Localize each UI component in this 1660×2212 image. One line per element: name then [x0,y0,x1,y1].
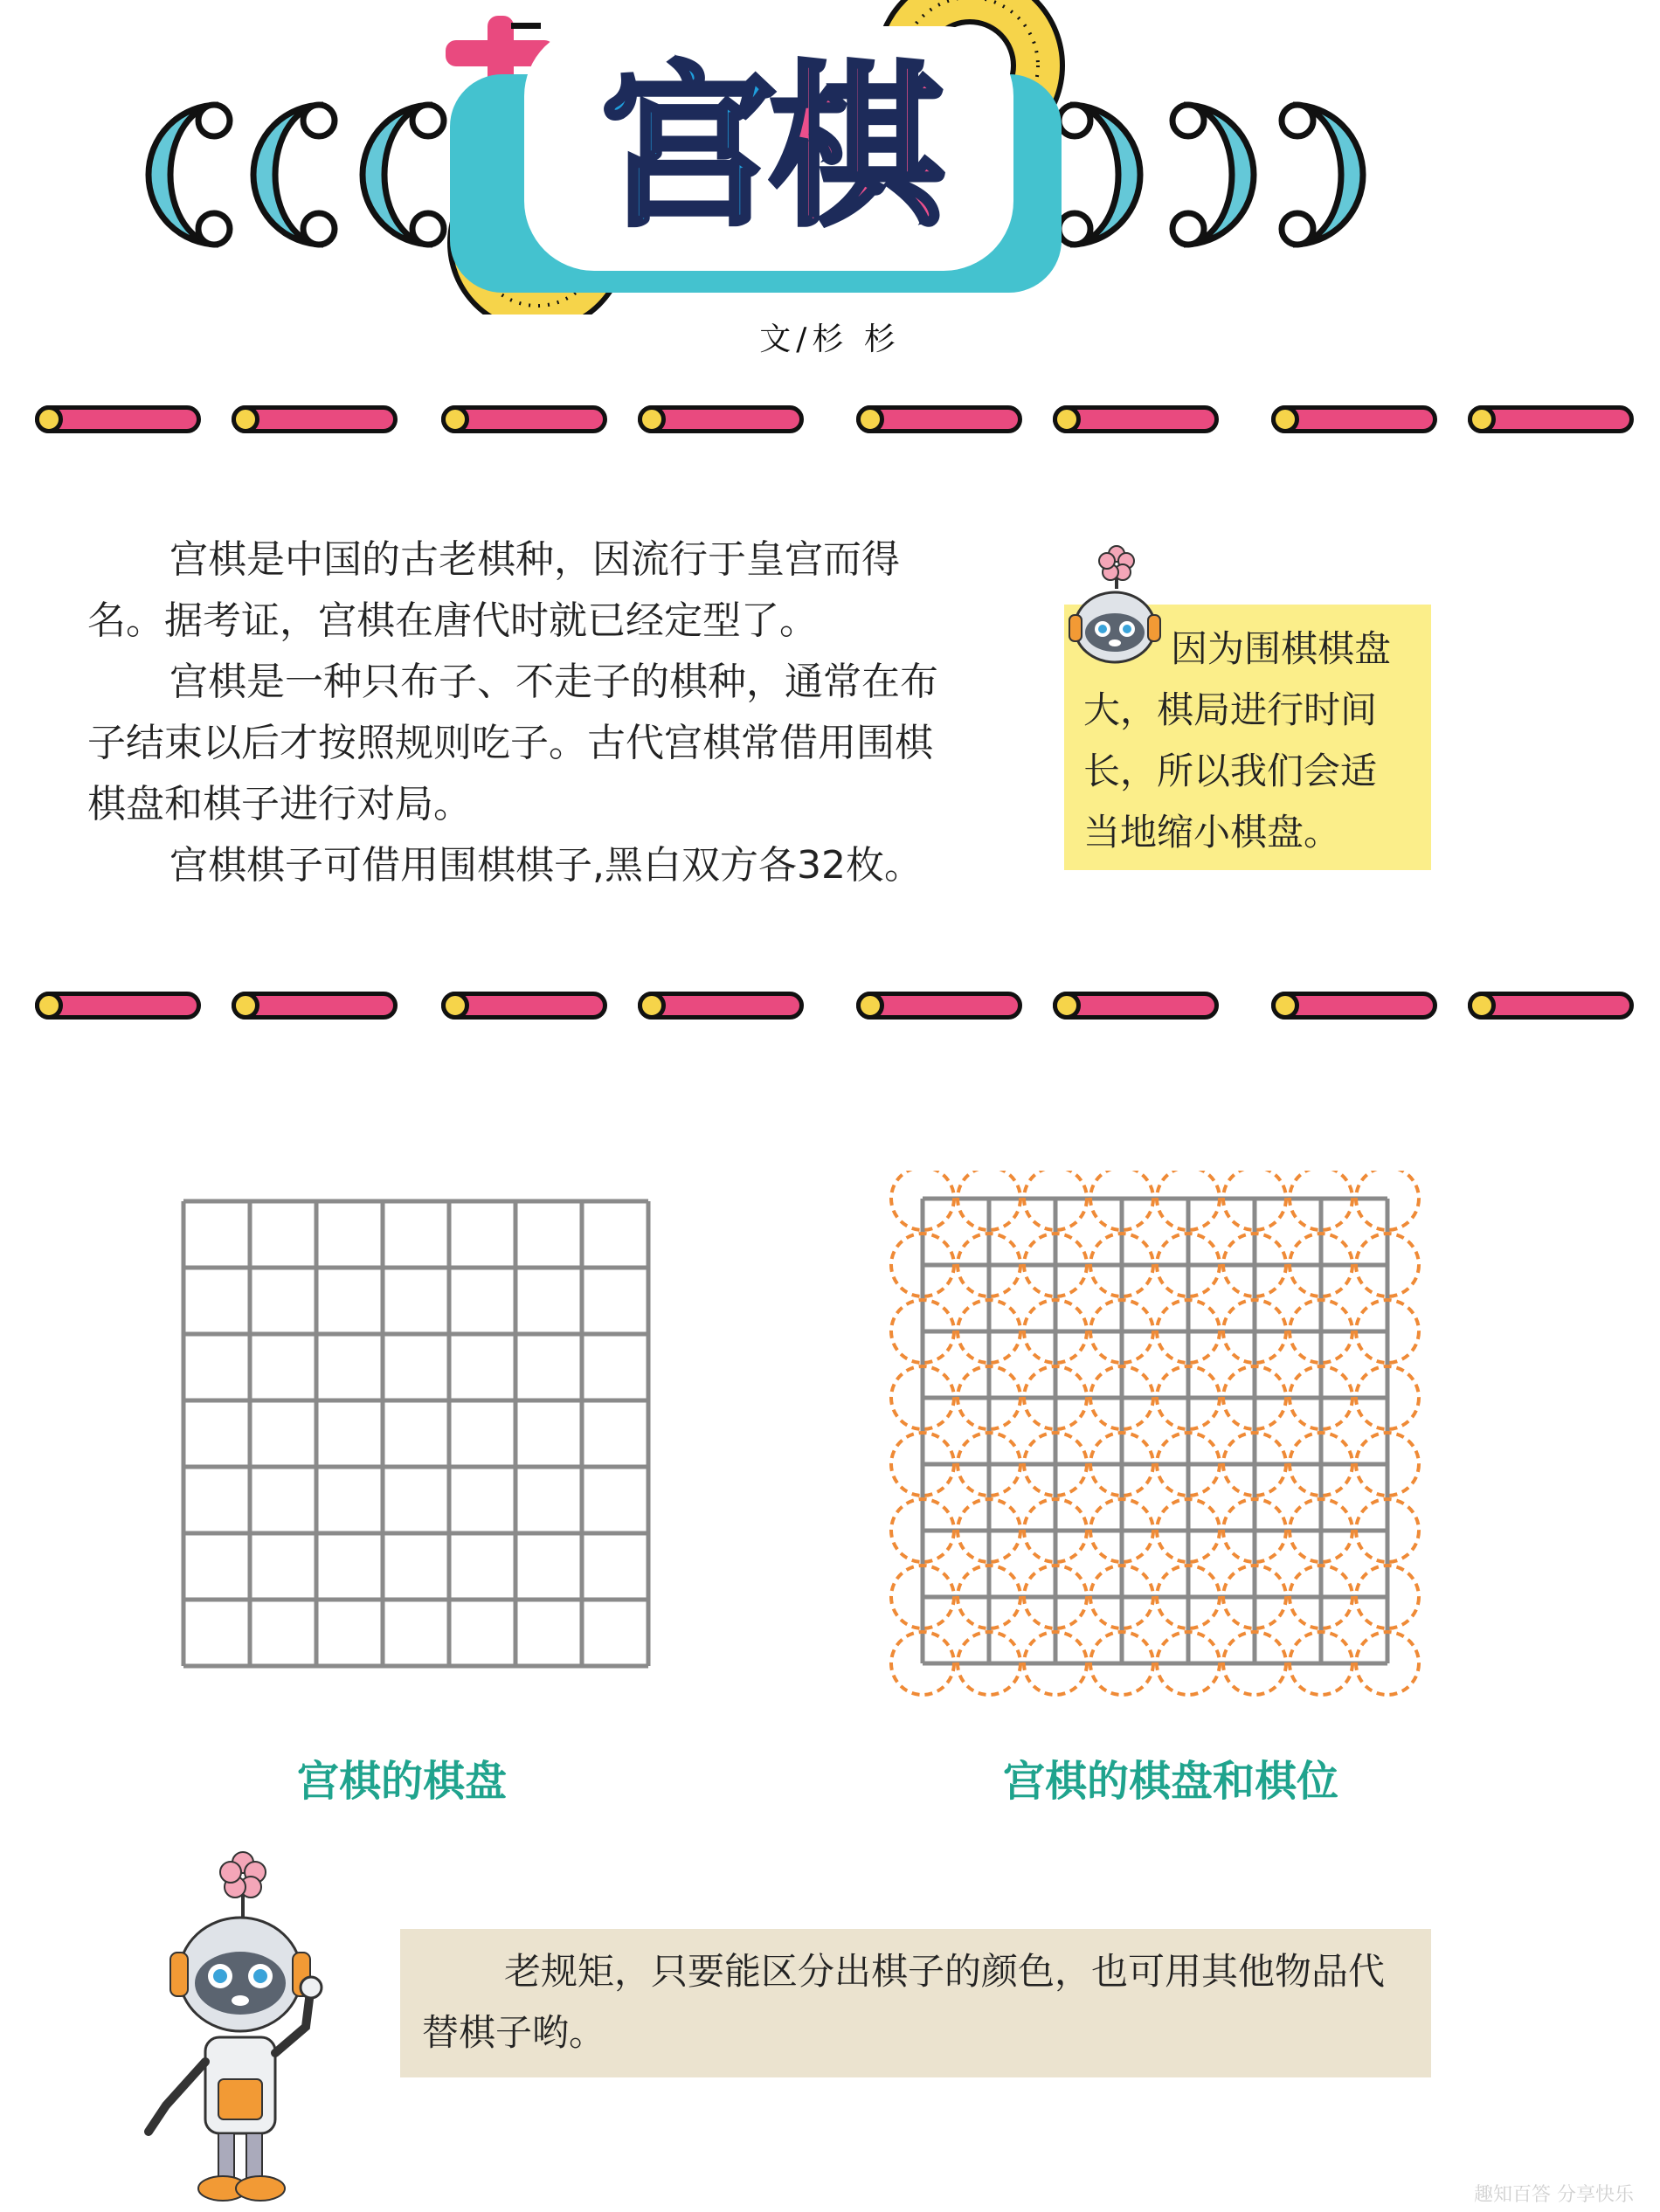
intro-paragraph-2: 宫棋是一种只布子、不走子的棋种，通常在布子结束以后才按照规则吃子。古代宫棋常借用围棋棋盘和棋子进行对局。 [87,660,938,826]
side-note-line-1: 因为围棋棋盘 [1171,627,1392,670]
board-grid [179,1197,660,1677]
intro-paragraph-1: 宫棋是中国的古老棋种，因流行于皇宫而得名。据考证，宫棋在唐代时就已经定型了。 [87,537,900,643]
intro-text [87,529,961,896]
title-char-1: 宫 [600,46,769,250]
board-with-positions [889,1171,1449,1704]
positions-caption: 宫棋的棋盘和棋位 [1002,1757,1338,1806]
left-crescents-icon [149,105,432,245]
watermark: 趣知百答 分享快乐 [1474,2184,1634,2206]
tube-divider-2 [35,985,1634,1028]
bottom-note-text: 老规矩，只要能区分出棋子的颜色，也可用其他物品代替棋子哟。 [422,1950,1386,2054]
author-byline: 文/杉 杉 [759,321,901,357]
side-note-line-4: 当地缩小棋盘。 [1083,811,1341,854]
robot-icon [131,1843,367,2210]
side-note-line-2: 大，棋局进行时间 [1083,688,1378,731]
intro-paragraph-3: 宫棋棋子可借用围棋棋子,黑白双方各32枚。 [169,843,923,888]
tube-divider [35,398,1634,442]
side-note-line-3: 长，所以我们会适 [1083,750,1378,792]
page-title [524,48,1013,249]
right-crescents-icon [1070,105,1363,245]
side-note-text [1083,619,1424,863]
board-caption: 宫棋的棋盘 [296,1757,507,1806]
title-char-2: 棋 [769,46,937,250]
